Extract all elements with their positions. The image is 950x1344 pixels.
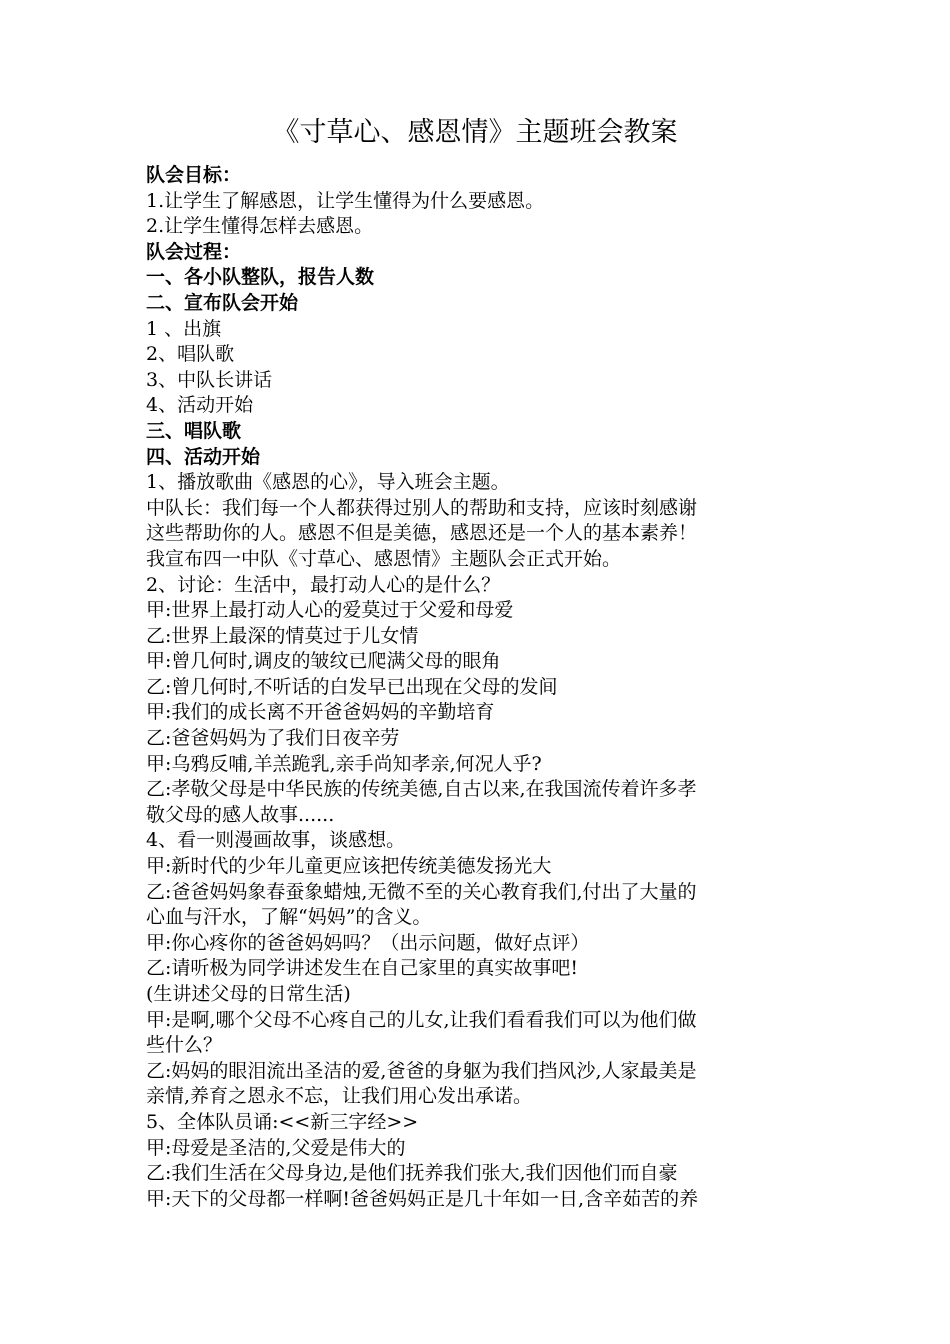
text-line: 1 、出旗: [146, 317, 222, 340]
text-line: 乙:爸爸妈妈象春蚕象蜡烛,无微不至的关心教育我们,付出了大量的: [146, 880, 697, 903]
text-line: 敬父母的感人故事......: [146, 803, 335, 826]
text-line: 乙:请听极为同学讲述发生在自己家里的真实故事吧!: [146, 957, 579, 980]
text-line: 这些帮助你的人。感恩不但是美德，感恩还是一个人的基本素养！: [146, 522, 698, 545]
text-line: 中队长：我们每一个人都获得过别人的帮助和支持，应该时刻感谢: [146, 496, 698, 519]
text-line: 5、全体队员诵:<<新三字经>>: [146, 1110, 419, 1133]
text-line: 甲:母爱是圣洁的,父爱是伟大的: [146, 1136, 406, 1159]
section-heading: 一、各小队整队，报告人数: [146, 266, 375, 289]
text-line: 亲情,养育之恩永不忘，让我们用心发出承诺。: [146, 1085, 533, 1108]
text-line: 2.让学生懂得怎样去感恩。: [146, 215, 374, 238]
text-line: 乙:爸爸妈妈为了我们日夜辛劳: [146, 727, 400, 750]
document-title: 《寸草心、感恩情》主题班会教案: [272, 117, 678, 148]
text-line: 4、看一则漫画故事，谈感想。: [146, 829, 406, 852]
text-line: 心血与汗水，了解“妈妈”的含义。: [146, 906, 432, 929]
text-line: 2、唱队歌: [146, 343, 235, 366]
text-line: 乙:妈妈的眼泪流出圣洁的爱,爸爸的身躯为我们挡风沙,人家最美是: [146, 1059, 697, 1082]
text-line: 1、播放歌曲《感恩的心》，导入班会主题。: [146, 471, 510, 494]
text-line: 甲:你心疼你的爸爸妈妈吗？（出示问题，做好点评）: [146, 931, 590, 954]
text-line: 甲:新时代的少年儿童更应该把传统美德发扬光大: [146, 855, 552, 878]
text-line: 甲:乌鸦反哺,羊羔跪乳,亲手尚知孝亲,何况人乎?: [146, 752, 542, 775]
text-line: 乙:我们生活在父母身边,是他们抚养我们张大,我们因他们而自豪: [146, 1162, 678, 1185]
text-line: 乙:世界上最深的情莫过于儿女情: [146, 624, 419, 647]
text-line: 些什么？: [146, 1034, 223, 1057]
section-heading: 二、宣布队会开始: [146, 291, 299, 314]
document-body: [146, 163, 811, 1212]
text-line: 甲:是啊,哪个父母不心疼自己的儿女,让我们看看我们可以为他们做: [146, 1008, 697, 1031]
text-line: 乙:孝敬父母是中华民族的传统美德,自古以来,在我国流传着许多孝: [146, 778, 697, 801]
text-line: 4、活动开始: [146, 394, 254, 417]
text-line: 甲:天下的父母都一样啊!爸爸妈妈正是几十年如一日,含辛茹苦的养: [146, 1187, 699, 1210]
text-line: 1.让学生了解感恩，让学生懂得为什么要感恩。: [146, 189, 545, 212]
text-line: 乙:曾几何时,不听话的白发早已出现在父母的发间: [146, 675, 558, 698]
section-heading: 队会过程：: [146, 240, 242, 263]
section-heading: 四、活动开始: [146, 445, 261, 468]
text-line: 我宣布四一中队《寸草心、感恩情》主题队会正式开始。: [146, 547, 622, 570]
text-line: 2、讨论：生活中，最打动人心的是什么？: [146, 573, 501, 596]
text-line: 甲:曾几何时,调皮的皱纹已爬满父母的眼角: [146, 650, 501, 673]
text-line: 甲:我们的成长离不开爸爸妈妈的辛勤培育: [146, 701, 495, 724]
section-heading: 三、唱队歌: [146, 419, 242, 442]
section-heading: 队会目标：: [146, 164, 242, 186]
text-line: 3、中队长讲话: [146, 368, 273, 391]
text-line: 甲:世界上最打动人心的爱莫过于父爱和母爱: [146, 599, 514, 622]
text-line: (生讲述父母的日常生活): [146, 983, 351, 1005]
